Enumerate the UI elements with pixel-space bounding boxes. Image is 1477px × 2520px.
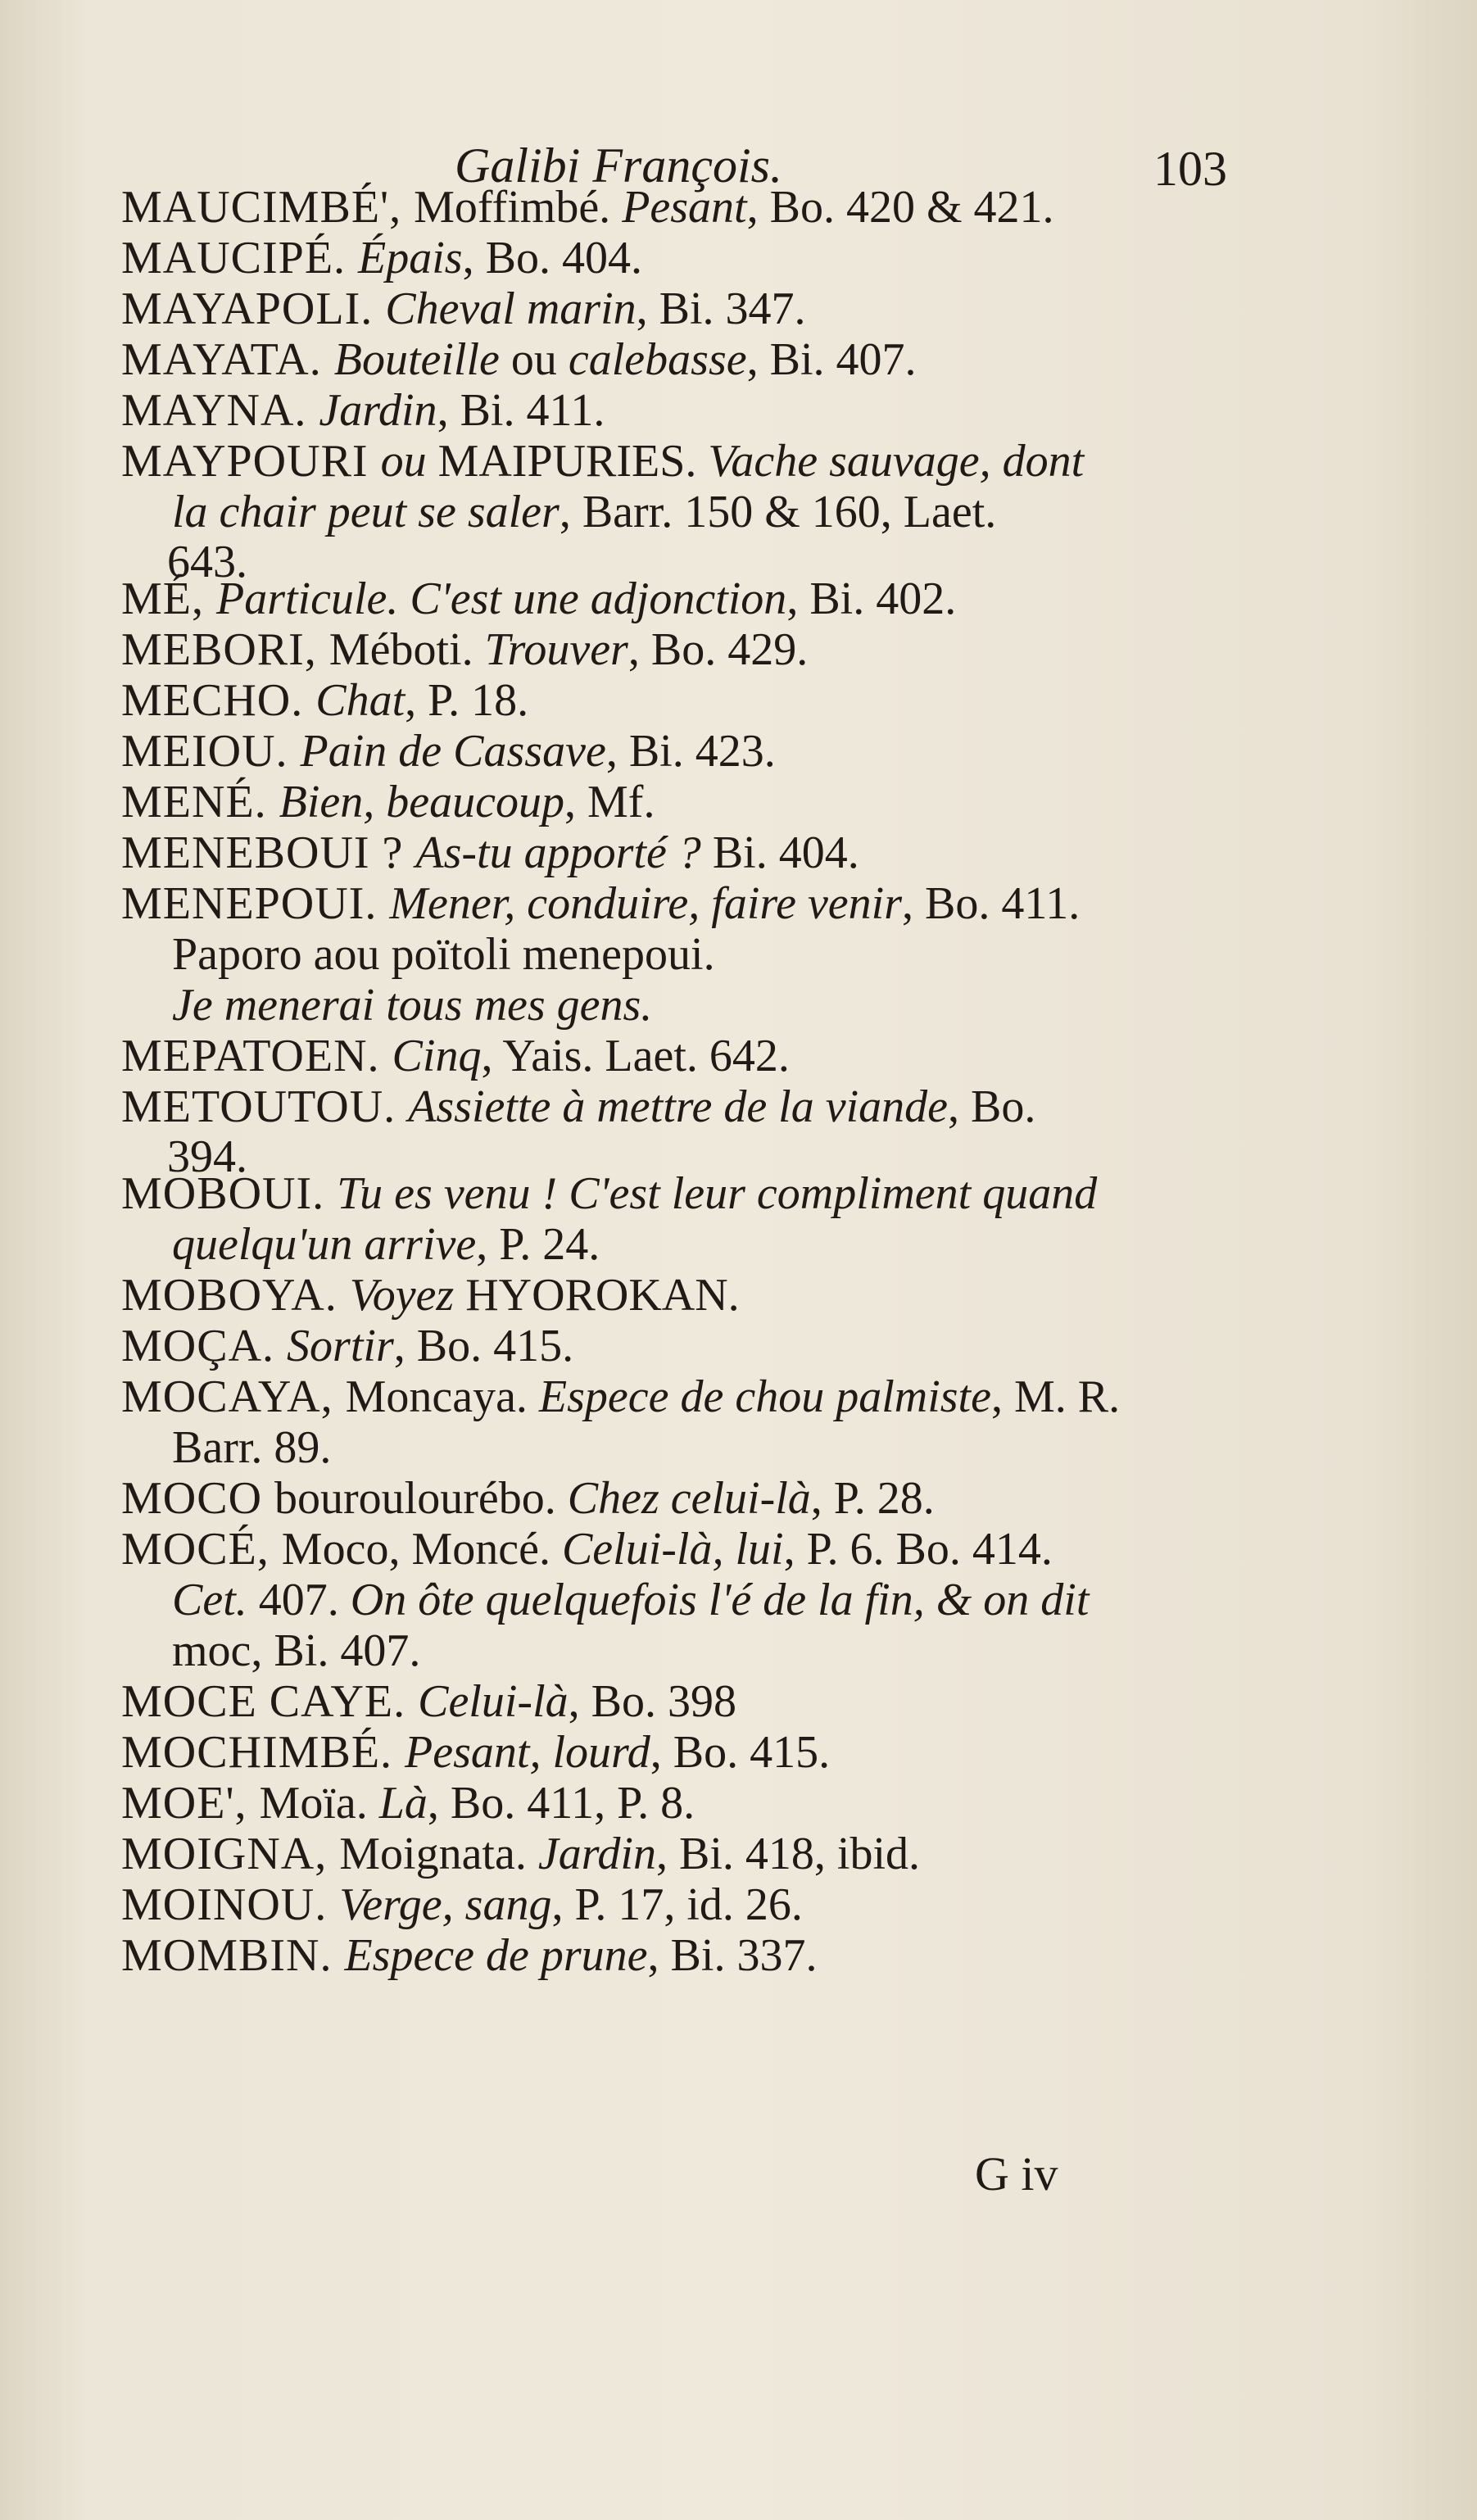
entry-reference: , Bo. 398: [568, 1676, 736, 1727]
entry-definition: Particule. C'est une adjonction: [216, 573, 787, 624]
page-number: 103: [1153, 142, 1227, 196]
dictionary-entry: [121, 1371, 1325, 1422]
entry-variant: Moffimbé.: [414, 182, 623, 233]
entry-continuation-line: [121, 1219, 1325, 1270]
entry-continuation-line: [121, 1575, 1325, 1625]
dictionary-entries: [121, 182, 1325, 1981]
dictionary-entry: [121, 1676, 1325, 1727]
dictionary-entry: [121, 1031, 1325, 1081]
entry-headword: MEPATOEN.: [121, 1031, 392, 1081]
dictionary-entry: [121, 182, 1325, 233]
entry-definition: Espece de chou palmiste: [538, 1371, 991, 1422]
entry-reference: , Bo. 415.: [393, 1321, 574, 1371]
entry-continuation-line: [121, 487, 1325, 537]
entry-definition: Sortir: [287, 1321, 394, 1371]
entry-reference: , Bo. 411, P. 8.: [427, 1778, 695, 1829]
dictionary-entry: [121, 436, 1325, 487]
entry-variant: Paporo aou poïtoli menepoui.: [172, 929, 715, 980]
entry-headword: MAYNA.: [121, 385, 319, 436]
running-head: Galibi François.: [455, 138, 782, 193]
entry-headword: MAUCIPÉ.: [121, 233, 359, 283]
entry-definition: Là: [378, 1778, 428, 1829]
entry-variant: Méboti.: [328, 624, 485, 675]
entry-reference: , P. 6. Bo. 414.: [783, 1524, 1053, 1575]
entry-definition-extra: On ôte quelquefois l'é de la fin, & on dit: [350, 1575, 1090, 1625]
entry-definition: Pesant: [622, 182, 747, 233]
entry-definition: Mener, conduire, faire venir: [389, 878, 903, 929]
entry-headword: MAUCIMBÉ',: [121, 182, 415, 233]
entry-definition: Cinq: [392, 1031, 482, 1081]
entry-reference: , P. 28.: [810, 1473, 935, 1524]
entry-definition: Bien, beaucoup: [279, 777, 564, 827]
entry-reference: , Barr. 150 & 160, Laet.: [559, 487, 997, 537]
entry-headword: MOCE CAYE.: [121, 1676, 419, 1727]
entry-reference: , Bi. 423.: [605, 726, 776, 777]
dictionary-entry: [121, 777, 1325, 827]
entry-headword: MOIGNA,: [121, 1829, 340, 1879]
entry-headword: METOUTOU.: [121, 1081, 409, 1132]
entry-definition-extra: calebasse: [568, 334, 747, 385]
entry-definition: Espece de prune: [344, 1930, 648, 1981]
entry-variant: bouroulourébo.: [274, 1473, 568, 1524]
entry-definition: Verge, sang: [339, 1879, 552, 1930]
entry-continuation-line: [121, 980, 1325, 1031]
entry-headword: MOCÉ,: [121, 1524, 282, 1575]
entry-definition: Jardin: [319, 385, 437, 436]
entry-reference-extra: , Bi. 407.: [746, 334, 917, 385]
entry-headword: MEBORI,: [121, 624, 329, 675]
entry-reference-number: 643.: [167, 537, 247, 587]
entry-variant: Moncaya.: [345, 1371, 539, 1422]
dictionary-entry: [121, 726, 1325, 777]
entry-headword: MENÉ.: [121, 777, 279, 827]
entry-reference: , Bi. 418, ibid.: [655, 1829, 921, 1879]
entry-reference: , Bo. 420 & 421.: [746, 182, 1054, 233]
entry-reference: 407.: [247, 1575, 351, 1625]
dictionary-entry: [121, 1081, 1325, 1132]
entry-variant: moc, Bi. 407.: [172, 1625, 421, 1676]
entry-reference: , Bo. 411.: [902, 878, 1081, 929]
dictionary-entry: [121, 334, 1325, 385]
entry-reference: MAIPURIES.: [426, 436, 709, 487]
entry-continuation-number: [121, 1131, 1325, 1182]
dictionary-entry: [121, 1829, 1325, 1879]
dictionary-entry: [121, 233, 1325, 283]
entry-continuation-number: [121, 537, 1325, 587]
entry-reference: Bi. 404.: [700, 827, 859, 878]
entry-headword: MOCO: [121, 1473, 275, 1524]
entry-reference: , Bo. 415.: [650, 1727, 831, 1778]
entry-headword: MOCAYA,: [121, 1371, 346, 1422]
entry-reference: , Bo. 429.: [627, 624, 809, 675]
entry-definition: Jardin: [537, 1829, 656, 1879]
entry-variant: Moïa.: [259, 1778, 379, 1829]
entry-definition: ou: [380, 436, 427, 487]
entry-reference: , Yais. Laet. 642.: [481, 1031, 790, 1081]
entry-headword: MOMBIN.: [121, 1930, 345, 1981]
entry-definition: Celui-là: [418, 1676, 569, 1727]
dictionary-entry: [121, 675, 1325, 726]
dictionary-entry: [121, 1930, 1325, 1981]
entry-headword: MOÇA.: [121, 1321, 288, 1371]
entry-continuation-line: [121, 1625, 1325, 1676]
entry-definition: Je menerai tous mes gens.: [172, 980, 653, 1031]
dictionary-entry: [121, 1321, 1325, 1371]
entry-reference: , Bi. 402.: [786, 573, 957, 624]
entry-definition: quelqu'un arrive: [172, 1219, 477, 1270]
dictionary-entry: [121, 827, 1325, 878]
dictionary-entry: [121, 1778, 1325, 1829]
entry-headword: MEIOU.: [121, 726, 301, 777]
entry-definition: Celui-là, lui: [561, 1524, 784, 1575]
entry-definition: Voyez: [349, 1270, 455, 1321]
entry-definition: Pain de Cassave: [300, 726, 606, 777]
entry-variant: Barr. 89.: [172, 1422, 332, 1473]
entry-headword: MAYAPOLI.: [121, 283, 386, 334]
entry-headword: MENEBOUI ?: [121, 827, 416, 878]
signature-mark: G iv: [975, 2147, 1058, 2200]
dictionary-entry: [121, 573, 1325, 624]
entry-reference: , Bi. 347.: [636, 283, 806, 334]
entry-reference-number: 394.: [167, 1131, 247, 1182]
entry-reference: HYOROKAN.: [454, 1270, 740, 1321]
entry-definition-extra: Vache sauvage, dont: [708, 436, 1085, 487]
entry-reference: , M. R.: [990, 1371, 1121, 1422]
entry-definition: Tu es venu ! C'est leur compliment quand: [337, 1168, 1098, 1219]
dictionary-entry: [121, 878, 1325, 929]
entry-reference: , P. 17, id. 26.: [551, 1879, 803, 1930]
entry-variant: Moco, Moncé.: [281, 1524, 562, 1575]
entry-definition: Trouver: [484, 624, 628, 675]
entry-reference: , Bi. 337.: [647, 1930, 818, 1981]
entry-reference: , P. 18.: [405, 675, 529, 726]
entry-definition: As-tu apporté ?: [415, 827, 701, 878]
entry-variant: Moignata.: [339, 1829, 538, 1879]
entry-headword: MAYPOURI: [121, 436, 381, 487]
dictionary-entry: [121, 385, 1325, 436]
entry-reference: , Bi. 411.: [437, 385, 605, 436]
entry-headword: MOCHIMBÉ.: [121, 1727, 405, 1778]
entry-definition: Bouteille: [333, 334, 500, 385]
dictionary-entry: [121, 1473, 1325, 1524]
entry-headword: MOBOUI.: [121, 1168, 338, 1219]
entry-definition: Chat: [315, 675, 405, 726]
entry-definition: Cet.: [172, 1575, 247, 1625]
entry-definition: Pesant, lourd: [405, 1727, 650, 1778]
entry-reference: ou: [499, 334, 569, 385]
entry-definition: Épais: [358, 233, 463, 283]
entry-headword: MAYATA.: [121, 334, 334, 385]
entry-definition: Chez celui-là: [567, 1473, 811, 1524]
dictionary-entry: [121, 1270, 1325, 1321]
entry-headword: MOBOYA.: [121, 1270, 350, 1321]
entry-headword: MENEPOUI.: [121, 878, 390, 929]
dictionary-entry: [121, 1168, 1325, 1219]
entry-definition: Cheval marin: [385, 283, 637, 334]
entry-headword: MOINOU.: [121, 1879, 340, 1930]
entry-headword: MÉ,: [121, 573, 216, 624]
dictionary-entry: [121, 1879, 1325, 1930]
entry-continuation-line: [121, 1422, 1325, 1473]
dictionary-entry: [121, 283, 1325, 334]
entry-reference: , Bo. 404.: [462, 233, 642, 283]
entry-reference: , Mf.: [564, 777, 655, 827]
entry-reference: , P. 24.: [476, 1219, 600, 1270]
entry-reference: , Bo.: [948, 1081, 1036, 1132]
entry-headword: MECHO.: [121, 675, 316, 726]
dictionary-entry: [121, 624, 1325, 675]
dictionary-entry: [121, 1727, 1325, 1778]
entry-headword: MOE',: [121, 1778, 260, 1829]
entry-continuation-line: [121, 929, 1325, 980]
dictionary-entry: [121, 1524, 1325, 1575]
entry-definition: Assiette à mettre de la viande: [408, 1081, 949, 1132]
entry-definition: la chair peut se saler: [172, 487, 560, 537]
